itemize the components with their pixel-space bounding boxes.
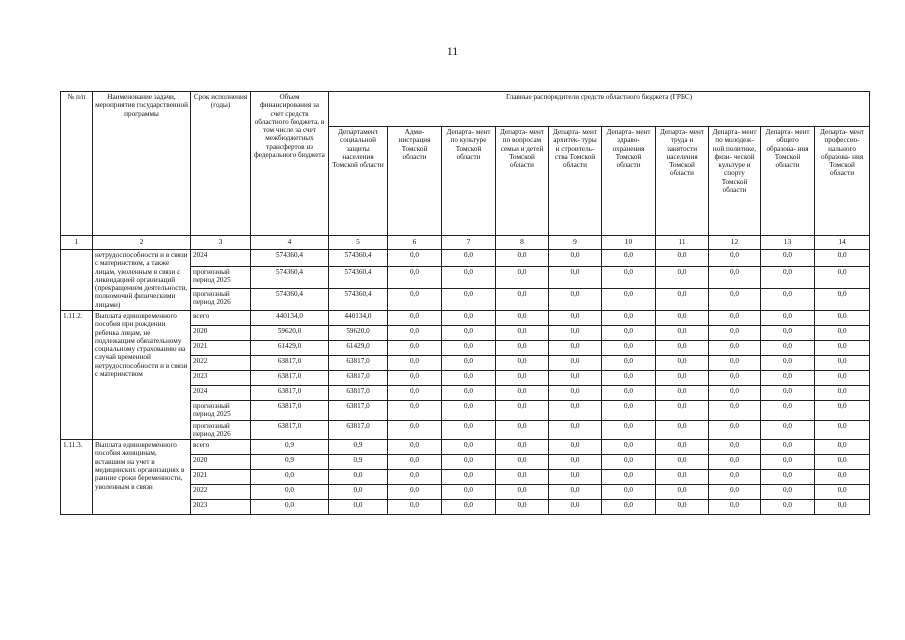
row-value: 0,0 [388, 355, 442, 370]
row-value: 440134,0 [329, 310, 388, 325]
row-code: 1.11.3. [61, 440, 93, 515]
row-period: 2022 [191, 485, 251, 500]
row-value: 0,0 [496, 288, 549, 310]
row-value: 0,0 [602, 355, 656, 370]
row-period: 2024 [191, 385, 251, 400]
row-value: 0,0 [496, 400, 549, 420]
row-value: 0,0 [496, 266, 549, 288]
row-value: 0,0 [709, 355, 761, 370]
row-value: 0,0 [329, 485, 388, 500]
row-value: 574360,4 [329, 266, 388, 288]
row-value: 0,0 [709, 470, 761, 485]
column-number: 4 [251, 236, 329, 250]
row-value: 0,0 [602, 250, 656, 267]
header-department: Департамент социальной защиты населения Томской области [329, 127, 388, 236]
row-total: 59620,0 [251, 325, 329, 340]
row-value: 0,9 [329, 440, 388, 455]
row-value: 0,0 [442, 400, 496, 420]
row-value: 0,0 [761, 500, 815, 515]
row-value: 0,0 [656, 250, 709, 267]
row-value: 0,0 [815, 440, 870, 455]
row-value: 0,0 [761, 355, 815, 370]
row-value: 0,0 [656, 325, 709, 340]
header-grbs: Главные распорядители средств областного бюджета (ГРБС) [329, 92, 870, 127]
row-value: 0,0 [709, 370, 761, 385]
row-total: 61429,0 [251, 340, 329, 355]
row-value: 0,0 [442, 500, 496, 515]
row-total: 574360,4 [251, 266, 329, 288]
row-value: 0,0 [602, 340, 656, 355]
row-value: 0,0 [709, 340, 761, 355]
row-value: 0,0 [656, 340, 709, 355]
row-value: 0,0 [496, 440, 549, 455]
table-row [61, 440, 870, 455]
row-value: 0,0 [761, 440, 815, 455]
column-number: 5 [329, 236, 388, 250]
table-row [61, 250, 870, 267]
header-department: Адми- нистрация Томской области [388, 127, 442, 236]
row-value: 0,0 [761, 325, 815, 340]
row-value: 0,0 [815, 470, 870, 485]
row-total: 0,9 [251, 455, 329, 470]
row-value: 0,0 [442, 266, 496, 288]
row-period: всего [191, 310, 251, 325]
row-value: 0,0 [496, 325, 549, 340]
row-value: 0,0 [549, 420, 602, 440]
row-value: 0,0 [602, 500, 656, 515]
row-value: 0,0 [496, 250, 549, 267]
header-number: № п/п [61, 92, 93, 236]
row-total: 63817,0 [251, 355, 329, 370]
row-period: прогнозный период 2026 [191, 288, 251, 310]
header-department: Департа- мент общего образова- ния Томской области [761, 127, 815, 236]
row-value: 0,0 [815, 325, 870, 340]
row-value: 59620,0 [329, 325, 388, 340]
column-number: 12 [709, 236, 761, 250]
row-value: 0,0 [442, 455, 496, 470]
row-value: 0,0 [709, 500, 761, 515]
row-value: 0,0 [815, 340, 870, 355]
row-value: 0,0 [549, 340, 602, 355]
row-value: 0,0 [388, 470, 442, 485]
row-period: 2020 [191, 455, 251, 470]
column-number: 14 [815, 236, 870, 250]
row-value: 0,0 [602, 310, 656, 325]
row-value: 0,0 [656, 355, 709, 370]
row-period: прогнозный период 2025 [191, 266, 251, 288]
row-value: 0,0 [496, 340, 549, 355]
row-value: 0,0 [496, 485, 549, 500]
row-total: 0,0 [251, 485, 329, 500]
row-value: 0,0 [602, 470, 656, 485]
column-number: 7 [442, 236, 496, 250]
row-total: 0,9 [251, 440, 329, 455]
row-period: 2021 [191, 470, 251, 485]
row-total: 63817,0 [251, 400, 329, 420]
row-value: 0,0 [442, 485, 496, 500]
row-value: 0,0 [388, 420, 442, 440]
row-value: 0,9 [329, 455, 388, 470]
row-value: 0,0 [442, 370, 496, 385]
row-value: 63817,0 [329, 385, 388, 400]
row-value: 0,0 [815, 455, 870, 470]
row-value: 0,0 [388, 400, 442, 420]
row-value: 0,0 [388, 250, 442, 267]
row-value: 0,0 [496, 455, 549, 470]
row-value: 0,0 [602, 440, 656, 455]
row-value: 0,0 [761, 470, 815, 485]
row-name: Выплата единовременного пособия при рождении ребенка лицам, не подлежащим обязательному социальному страхованию на случай временной нетрудоспособности и в связи с материнством [93, 310, 191, 439]
header-department: Департа- мент по культуре Томской области [442, 127, 496, 236]
row-total: 574360,4 [251, 288, 329, 310]
row-total: 440134,0 [251, 310, 329, 325]
row-value: 0,0 [602, 400, 656, 420]
row-value: 0,0 [496, 370, 549, 385]
row-code [61, 250, 93, 311]
row-value: 0,0 [761, 420, 815, 440]
row-value: 0,0 [815, 266, 870, 288]
row-value: 0,0 [549, 500, 602, 515]
column-number: 9 [549, 236, 602, 250]
row-value: 0,0 [761, 250, 815, 267]
column-number: 13 [761, 236, 815, 250]
row-period: всего [191, 440, 251, 455]
row-period: 2024 [191, 250, 251, 267]
row-value: 0,0 [442, 440, 496, 455]
row-value: 0,0 [549, 485, 602, 500]
row-period: 2020 [191, 325, 251, 340]
row-value: 0,0 [549, 455, 602, 470]
row-value: 0,0 [329, 500, 388, 515]
row-value: 0,0 [656, 266, 709, 288]
row-value: 0,0 [656, 385, 709, 400]
row-value: 0,0 [388, 325, 442, 340]
row-value: 0,0 [549, 440, 602, 455]
row-value: 0,0 [549, 355, 602, 370]
row-value: 0,0 [496, 355, 549, 370]
row-value: 0,0 [709, 420, 761, 440]
row-value: 0,0 [656, 440, 709, 455]
row-value: 574360,4 [329, 250, 388, 267]
column-number-row [61, 236, 870, 250]
row-total: 0,0 [251, 470, 329, 485]
row-period: 2023 [191, 370, 251, 385]
row-value: 0,0 [388, 485, 442, 500]
row-value: 0,0 [496, 385, 549, 400]
row-value: 0,0 [761, 310, 815, 325]
row-total: 0,0 [251, 500, 329, 515]
row-name: Выплата единовременного пособия женщинам, вставшим на учет в медицинских организациях в ранние сроки беременности, уволенным в связи [93, 440, 191, 515]
row-value: 0,0 [761, 385, 815, 400]
row-value: 0,0 [761, 370, 815, 385]
row-code: 1.11.2. [61, 310, 93, 439]
row-total: 63817,0 [251, 420, 329, 440]
row-value: 63817,0 [329, 420, 388, 440]
row-value: 0,0 [549, 266, 602, 288]
row-value: 0,0 [656, 420, 709, 440]
header-department: Департа- мент профессио- нального образова- ния Томской области [815, 127, 870, 236]
row-value: 0,0 [496, 420, 549, 440]
row-value: 0,0 [709, 440, 761, 455]
row-value: 0,0 [709, 250, 761, 267]
row-value: 0,0 [761, 288, 815, 310]
row-value: 0,0 [388, 266, 442, 288]
row-value: 0,0 [709, 310, 761, 325]
column-number: 8 [496, 236, 549, 250]
column-number: 11 [656, 236, 709, 250]
row-value: 0,0 [709, 400, 761, 420]
row-total: 574360,4 [251, 250, 329, 267]
table-row [61, 310, 870, 325]
row-value: 0,0 [388, 455, 442, 470]
row-value: 0,0 [761, 340, 815, 355]
row-value: 0,0 [602, 370, 656, 385]
row-value: 0,0 [388, 440, 442, 455]
row-value: 0,0 [709, 325, 761, 340]
row-value: 0,0 [549, 400, 602, 420]
row-value: 0,0 [549, 325, 602, 340]
row-value: 0,0 [761, 485, 815, 500]
row-value: 0,0 [388, 385, 442, 400]
row-value: 0,0 [761, 400, 815, 420]
row-value: 0,0 [656, 455, 709, 470]
row-value: 0,0 [549, 370, 602, 385]
row-total: 63817,0 [251, 370, 329, 385]
row-value: 0,0 [496, 500, 549, 515]
row-value: 0,0 [815, 370, 870, 385]
row-value: 0,0 [549, 310, 602, 325]
row-value: 0,0 [815, 355, 870, 370]
row-value: 0,0 [656, 400, 709, 420]
row-value: 0,0 [549, 250, 602, 267]
row-value: 0,0 [496, 470, 549, 485]
header-department: Департа- мент по молодеж- ной политике, физи- ческой культуре и спорту Томской области [709, 127, 761, 236]
row-value: 0,0 [656, 500, 709, 515]
row-value: 0,0 [761, 455, 815, 470]
row-value: 0,0 [815, 420, 870, 440]
row-period: прогнозный период 2025 [191, 400, 251, 420]
row-value: 0,0 [602, 455, 656, 470]
row-total: 63817,0 [251, 385, 329, 400]
row-value: 0,0 [442, 385, 496, 400]
header-department: Департа- мент труда и занятости населения Томской области [656, 127, 709, 236]
page-number: 11 [446, 44, 459, 58]
row-value: 0,0 [388, 340, 442, 355]
row-value: 0,0 [656, 470, 709, 485]
row-value: 0,0 [602, 325, 656, 340]
header-name: Наименование задачи, мероприятия государственной программы [93, 92, 191, 236]
row-value: 0,0 [709, 266, 761, 288]
row-value: 0,0 [549, 288, 602, 310]
row-value: 0,0 [388, 288, 442, 310]
row-value: 0,0 [602, 266, 656, 288]
row-value: 0,0 [709, 455, 761, 470]
header-department: Департа- мент архитек- туры и строитель- ства Томской области [549, 127, 602, 236]
row-value: 0,0 [656, 310, 709, 325]
row-value: 0,0 [329, 470, 388, 485]
header-department: Департа- мент по вопросам семьи и детей Томской области [496, 127, 549, 236]
row-value: 0,0 [656, 370, 709, 385]
column-number: 2 [93, 236, 191, 250]
row-value: 0,0 [442, 325, 496, 340]
row-period: 2022 [191, 355, 251, 370]
row-value: 0,0 [442, 470, 496, 485]
row-value: 63817,0 [329, 400, 388, 420]
row-value: 0,0 [656, 485, 709, 500]
row-value: 0,0 [388, 370, 442, 385]
row-value: 0,0 [815, 310, 870, 325]
row-value: 0,0 [815, 400, 870, 420]
row-value: 63817,0 [329, 355, 388, 370]
row-value: 0,0 [761, 266, 815, 288]
row-value: 0,0 [709, 385, 761, 400]
row-value: 0,0 [388, 310, 442, 325]
row-value: 0,0 [388, 500, 442, 515]
row-value: 574360,4 [329, 288, 388, 310]
column-number: 6 [388, 236, 442, 250]
row-value: 61429,0 [329, 340, 388, 355]
row-period: прогнозный период 2026 [191, 420, 251, 440]
budget-table [60, 91, 870, 515]
row-value: 0,0 [442, 288, 496, 310]
row-value: 0,0 [602, 485, 656, 500]
header-volume: Объем финансирования за счет средств областного бюджета, в том числе за счет межбюджетных трансфертов из федерального бюджета [251, 92, 329, 236]
row-value: 0,0 [442, 420, 496, 440]
header-department: Департа- мент здраво- охранения Томской области [602, 127, 656, 236]
row-value: 0,0 [709, 288, 761, 310]
row-value: 0,0 [602, 385, 656, 400]
row-value: 63817,0 [329, 370, 388, 385]
column-number: 10 [602, 236, 656, 250]
row-value: 0,0 [602, 288, 656, 310]
row-value: 0,0 [602, 420, 656, 440]
row-value: 0,0 [815, 485, 870, 500]
row-value: 0,0 [815, 385, 870, 400]
header-period: Срок исполнения (годы) [191, 92, 251, 236]
row-name: нетрудоспособности и в связи с материнством, а также лицам, уволенным в связи с ликвидацией организаций (прекращением деятельности, полномочий физическими лицами) [93, 250, 191, 311]
row-value: 0,0 [815, 500, 870, 515]
row-period: 2023 [191, 500, 251, 515]
row-value: 0,0 [815, 250, 870, 267]
row-value: 0,0 [442, 340, 496, 355]
row-value: 0,0 [709, 485, 761, 500]
row-value: 0,0 [549, 385, 602, 400]
column-number: 1 [61, 236, 93, 250]
row-value: 0,0 [442, 250, 496, 267]
row-period: 2021 [191, 340, 251, 355]
row-value: 0,0 [815, 288, 870, 310]
row-value: 0,0 [496, 310, 549, 325]
row-value: 0,0 [656, 288, 709, 310]
column-number: 3 [191, 236, 251, 250]
row-value: 0,0 [442, 355, 496, 370]
row-value: 0,0 [442, 310, 496, 325]
row-value: 0,0 [549, 470, 602, 485]
